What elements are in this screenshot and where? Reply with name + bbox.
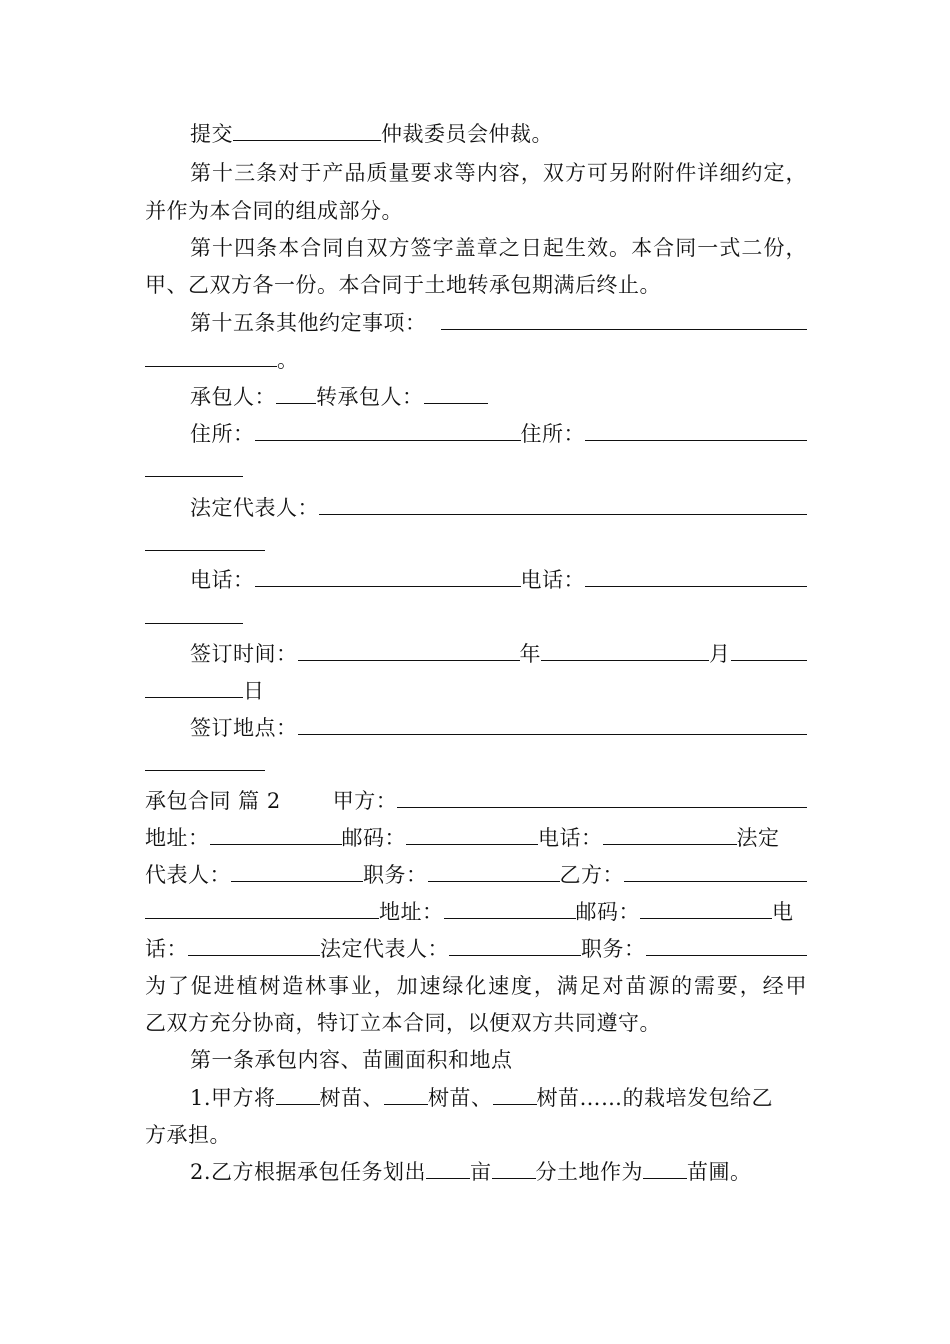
blank-underline xyxy=(145,746,265,771)
blank-underline xyxy=(145,599,243,624)
text: 提交 xyxy=(190,122,233,146)
text: 月 xyxy=(709,642,731,666)
blank-underline xyxy=(319,490,807,515)
text: 法定代表人： xyxy=(190,496,319,520)
clause-15-line-2 xyxy=(145,342,807,378)
phone-line-2 xyxy=(145,599,807,635)
clause-15-line-1 xyxy=(190,305,807,341)
blank-underline xyxy=(428,857,560,882)
blank-underline xyxy=(640,894,772,919)
text: 甲方： xyxy=(332,789,398,813)
signing-date-line xyxy=(190,636,807,672)
text: 邮码： xyxy=(575,900,640,924)
party-b-rep-line xyxy=(145,931,807,967)
text: 住所： xyxy=(190,422,255,446)
text: 承包人： xyxy=(190,385,276,409)
signing-place-line xyxy=(190,710,807,746)
blank-underline xyxy=(298,710,808,735)
blank-underline xyxy=(444,894,576,919)
text: 树苗、 xyxy=(319,1086,385,1110)
text: 签订地点： xyxy=(190,716,298,740)
text: 2.乙方根据承包任务划出 xyxy=(190,1160,427,1184)
legal-rep-line-2 xyxy=(145,526,807,562)
text: 住所： xyxy=(520,422,585,446)
blank-underline xyxy=(624,857,807,882)
text: 树苗……的栽培发包给乙 xyxy=(536,1086,774,1110)
text: 仲裁委员会仲裁。 xyxy=(381,122,553,146)
signing-date-line-2 xyxy=(145,673,807,709)
blank-underline xyxy=(646,931,808,956)
blank-underline xyxy=(406,820,538,845)
signing-place-line-2 xyxy=(145,746,807,782)
clause-13-line-1: 第十三条对于产品质量要求等内容，双方可另附附件详细约定， xyxy=(190,161,807,185)
party-b-info-line xyxy=(145,894,807,930)
blank-underline xyxy=(424,379,488,404)
text: 地址： xyxy=(379,900,444,924)
preamble-line-1: 为了促进植树造林事业，加速绿化速度，满足对苗源的需要，经甲 xyxy=(145,974,807,998)
blank-underline xyxy=(210,820,342,845)
text: 亩 xyxy=(470,1160,492,1184)
blank-underline xyxy=(255,562,521,587)
text: 苗圃。 xyxy=(687,1160,752,1184)
blank-underline xyxy=(276,379,316,404)
clause-14-line-1: 第十四条本合同自双方签字盖章之日起生效。本合同一式二份， xyxy=(190,236,807,260)
phone-line xyxy=(190,562,807,598)
text: 日 xyxy=(243,679,265,703)
text: 职务： xyxy=(363,863,428,887)
preamble-line-2: 乙双方充分协商，特订立本合同，以便双方共同遵守。 xyxy=(145,1011,661,1035)
article-1-item-2 xyxy=(190,1154,807,1190)
text: 乙方： xyxy=(559,863,624,887)
article-1-heading: 第一条承包内容、苗圃面积和地点 xyxy=(190,1048,513,1072)
contract-2-heading-line xyxy=(145,783,807,819)
text: 电话： xyxy=(190,568,255,592)
residence-line xyxy=(190,416,807,452)
party-a-rep-line xyxy=(145,857,807,893)
blank-underline xyxy=(145,526,265,551)
text: 树苗、 xyxy=(428,1086,493,1110)
blank-underline xyxy=(585,562,807,587)
blank-underline xyxy=(298,636,520,661)
clause-13-line-2: 并作为本合同的组成部分。 xyxy=(145,199,403,223)
text: 职务： xyxy=(581,937,646,961)
blank-underline xyxy=(731,636,808,661)
text: 1.甲方将 xyxy=(190,1086,276,1110)
blank-underline xyxy=(603,820,737,845)
text: 法定代表人： xyxy=(320,937,449,961)
text: 电话： xyxy=(520,568,585,592)
blank-underline xyxy=(145,894,379,919)
blank-underline xyxy=(493,1080,537,1105)
residence-line-2 xyxy=(145,452,807,488)
blank-underline xyxy=(145,673,243,698)
blank-underline xyxy=(231,857,363,882)
blank-underline xyxy=(384,1080,428,1105)
blank-underline xyxy=(233,116,381,141)
blank-underline xyxy=(541,636,709,661)
party-a-info-line xyxy=(145,820,807,856)
contractor-line xyxy=(190,379,807,415)
article-1-item-1-cont: 方承担。 xyxy=(145,1123,231,1147)
blank-underline xyxy=(492,1154,536,1179)
legal-rep-line xyxy=(190,490,807,526)
text: 话： xyxy=(145,937,188,961)
clause-14-line-2: 甲、乙双方各一份。本合同于土地转承包期满后终止。 xyxy=(145,273,661,297)
text: 代表人： xyxy=(145,863,231,887)
blank-underline xyxy=(441,305,808,330)
text: 地址： xyxy=(145,826,210,850)
blank-underline xyxy=(145,342,277,367)
section-heading: 承包合同 篇 2 xyxy=(145,789,281,813)
text: 。 xyxy=(277,348,299,372)
text: 分土地作为 xyxy=(535,1160,644,1184)
text: 邮码： xyxy=(341,826,406,850)
text: 签订时间： xyxy=(190,642,298,666)
blank-underline xyxy=(145,452,243,477)
text: 转承包人： xyxy=(316,385,424,409)
text: 电 xyxy=(772,900,794,924)
blank-underline xyxy=(188,931,320,956)
clause-arbitration-line xyxy=(190,116,807,152)
article-1-item-1 xyxy=(190,1080,807,1116)
text: 年 xyxy=(519,642,541,666)
blank-underline xyxy=(397,783,807,808)
blank-underline xyxy=(585,416,807,441)
text: 法定 xyxy=(736,826,780,850)
blank-underline xyxy=(643,1154,687,1179)
blank-underline xyxy=(426,1154,470,1179)
text: 第十五条其他约定事项： xyxy=(190,311,427,335)
blank-underline xyxy=(255,416,521,441)
blank-underline xyxy=(276,1080,320,1105)
blank-underline xyxy=(449,931,581,956)
text: 电话： xyxy=(538,826,603,850)
